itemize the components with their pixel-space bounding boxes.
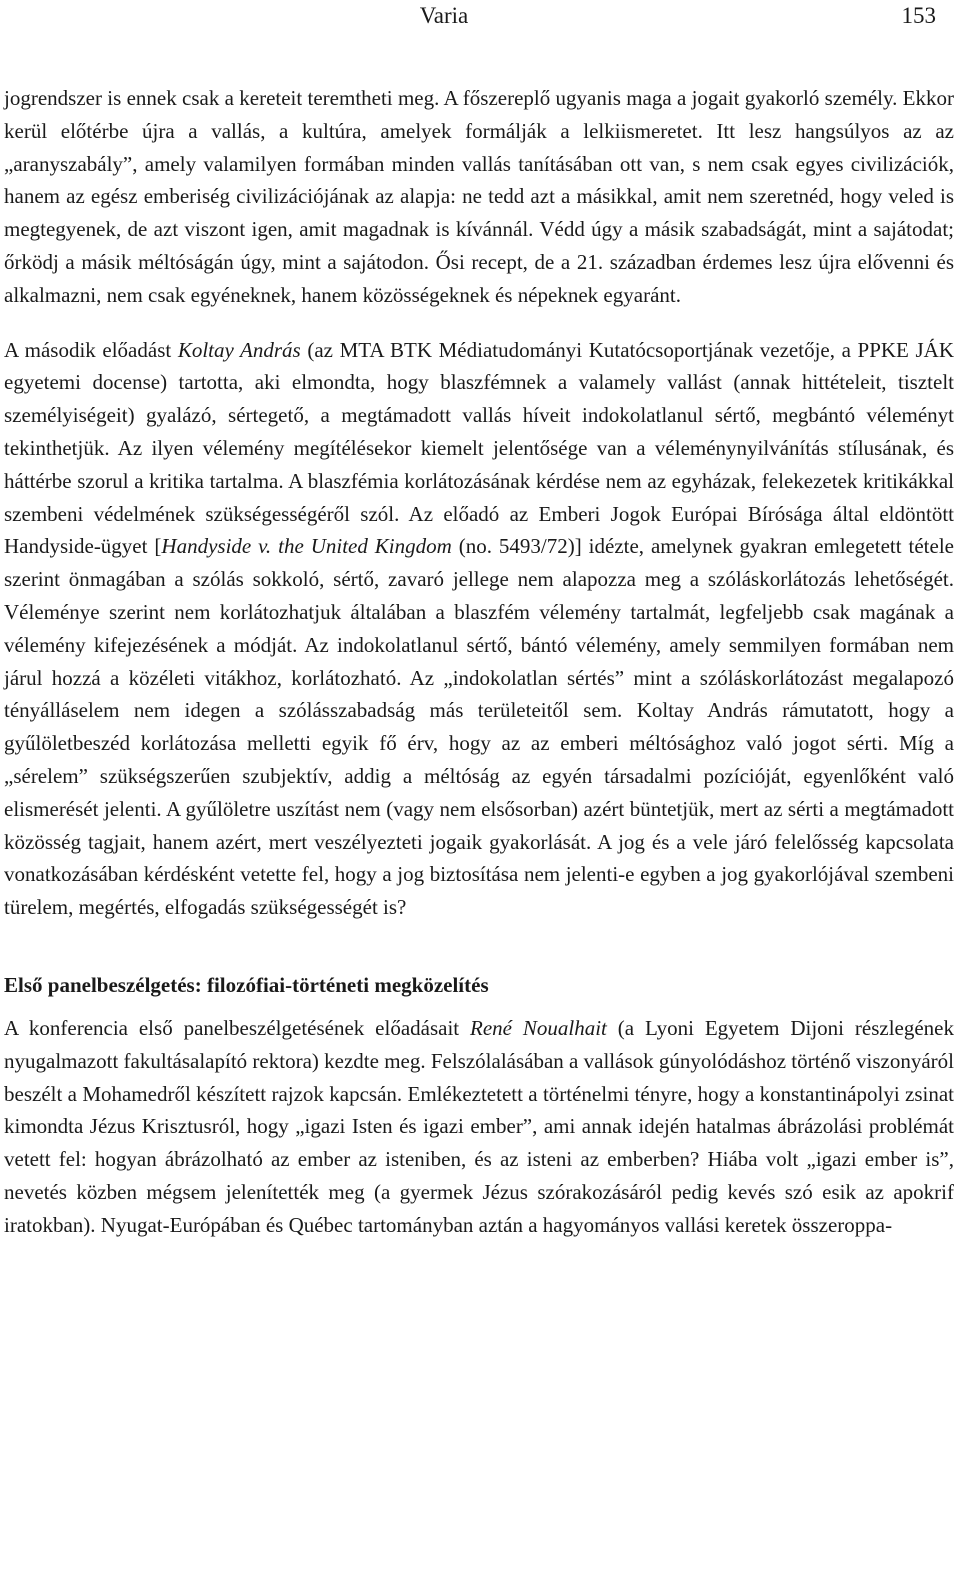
- speaker-name: Koltay András: [177, 337, 301, 362]
- paragraph-koltay-lecture: [4, 334, 954, 924]
- page-number: 153: [901, 3, 936, 28]
- section-heading: Első panelbeszélgetés: filozófiai-történeti megközelítés: [4, 972, 489, 997]
- paragraph-text: (a Lyoni Egyetem Dijoni részlegének nyugalmazott fakultásalapító rektora) kezdte meg. Felszólalásában a vallások gúnyolódáshoz történő viszonyáról beszélt a Mohamedről készített rajzok kapcsán. Emlékeztetett a történelmi tényre, hogy a konstantinápolyi zsinat kimondta Jézus Krisztusról, hogy „igazi Isten és igazi ember”, ami annak idején hatalmas ábrázolási problémát vetett fel: hogyan ábrázolható az ember az isteniben, és az isteni az emberben? Hiába volt „igazi ember is”, nevetés közben mégsem jelenítették meg (a gyermek Jézus szórakozásáról pedig kevés szó esik az apokrif iratokban). Nyugat-Európában és Québec tartományban aztán a hagyományos vallási keretek összeroppa-: [4, 1015, 954, 1237]
- speaker-name: René Noualhait: [470, 1015, 607, 1040]
- paragraph-first-panel: [4, 1012, 954, 1242]
- paragraph-text: (no. 5493/72)] idézte, amelynek gyakran emlegetett tétele szerint önmagában a szólás sokkoló, sértő, zavaró jellege nem alapozza meg a szóláskorlátozás lehetőségét. Véleménye szerint nem korlátozhatjuk általában a blaszfém vélemény tartalmát, legfeljebb csak magának a vélemény kifejezésének a módját. Az indokolatlanul sértő, bántó vélemény, amely semmilyen formában nem járul hozzá a közéleti vitákhoz, korlátozható. Az „indokolatlan sértés” mint a szóláskorlátozást megalapozó tényálláselem nem idegen a szólásszabadság más területeitől sem. Koltay András rámutatott, hogy a gyűlöletbeszéd korlátozása melletti egyik fő érv, hogy az az emberi méltósághoz való jogot sérti. Míg a „sérelem” szükségszerűen szubjektív, addig a méltóság az egyén társadalmi pozícióját, egyenlőként való elismerését jelenti. A gyűlöletre uszítást nem (vagy nem elsősorban) azért büntetjük, mert az sérti a megtámadott közösség tagjait, hanem azért, mert veszélyezteti jogaik gyakorlását. A jog és a vele járó felelősség kapcsolata vonatkozásában kérdésként vetette fel, hogy a jog biztosítása nem jelenti-e egyben a jog gyakorlójával szembeni türelem, megértés, elfogadás szükségességét is?: [4, 534, 954, 920]
- case-name: Handyside v. the United Kingdom: [161, 534, 452, 559]
- paragraph-continued: jogrendszer is ennek csak a kereteit teremtheti meg. A főszereplő ugyanis maga a jogait gyakorló személy. Ekkor kerül előtérbe újra a vallás, a kultúra, amelyek formálják a lelkiismeretet. Itt lesz hangsúlyos az az „aranyszabály”, amely valamilyen formában minden vallás tanításában ott van, s nem csak egyes civilizációk, hanem az egész emberiség civilizációjának az alapja: ne tedd azt a másikkal, amit nem szeretnéd, hogy veled is megtegyenek, de azt viszont igen, amit magadnak is kívánnál. Védd úgy a másik szabadságát, mint a sajátodat; őrködj a másik méltóságán úgy, mint a sajátodon. Ősi recept, de a 21. században érdemes lesz újra elővenni és alkalmazni, nem csak egyéneknek, hanem közösségeknek és népeknek egyaránt.: [4, 86, 954, 307]
- running-title: Varia: [419, 3, 469, 28]
- paragraph-text: A második előadást: [4, 337, 178, 362]
- paragraph-text: (az MTA BTK Médiatudományi Kutatócsoportjának vezetője, a PPKE JÁK egyetemi docense) tartotta, aki elmondta, hogy blaszfémnek a valamely vallást (annak hittételeit, tisztelt személyiségeit) gyalázó, sértegető, a megtámadott vallás híveit indokolatlanul sértő, megbántó véleményt tekinthetjük. Az ilyen vélemény megítélésekor kiemelt jelentősége van a véleménynyilvánítás stílusának, és háttérbe szorul a kritika tartalma. A blaszfémia korlátozásának kérdése nem az egyházak, felekezetek kritikákkal szembeni védelmének szükségességéről szól. Az előadó az Emberi Jogok Európai Bírósága által eldöntött Handyside-ügyet [: [4, 337, 954, 559]
- running-head: [0, 0, 960, 34]
- paragraph-text: A konferencia első panelbeszélgetésének előadásait: [4, 1015, 471, 1040]
- body-text: [4, 82, 954, 1242]
